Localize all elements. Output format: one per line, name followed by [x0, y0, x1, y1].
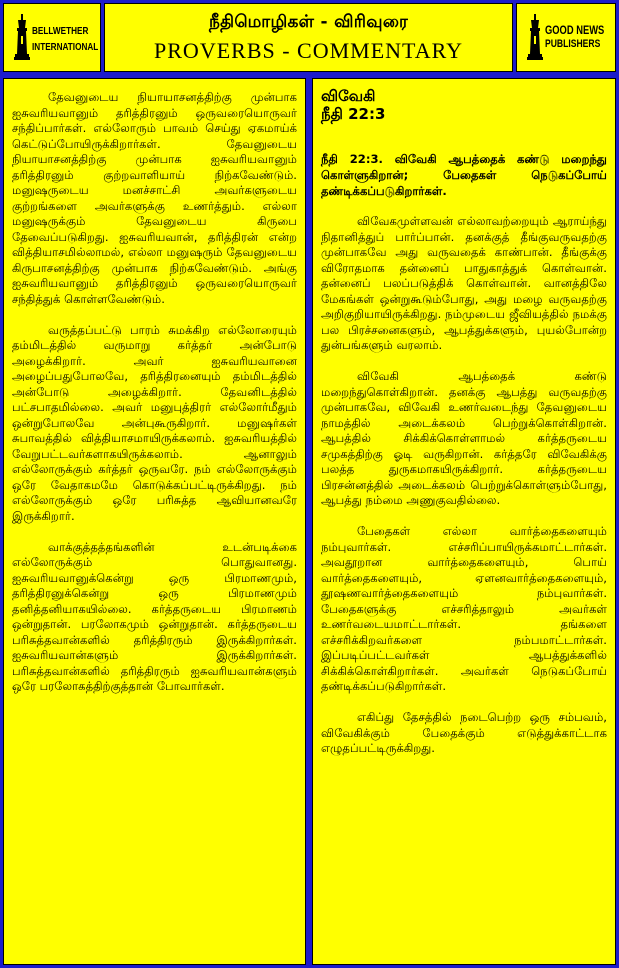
logo-right-line2: PUBLISHERS	[545, 38, 601, 50]
logo-right-line1: GOOD NEWS	[545, 23, 605, 37]
left-paragraph-3: வாக்குத்தத்தங்களின் உடன்படிக்கை எல்லோருக்கும் பொதுவானது. ஐசுவரியவானுக்கென்று ஒரு பிரமாணமும், தரித்திரனுக்கென்று ஒரு பிரமாணமும் தனித்தனியாகயில்லை. கர்த்தருடைய பிரமாணம் ஒன்றுதான். பரலோகமும் ஒன்றுதான். கர்த்தருடைய பரிசுத்தவான்களில் தரித்திரரும் இருக்கிறார்கள். ஐசுவரியவான்களும் இருக்கிறார்கள். பரிசுத்தவான்களில் தரித்திரரும் ஐசுவரியவான்களும் ஒரே பரலோகத்திற்குத்தான் போவார்கள்.	[12, 539, 297, 693]
right-paragraph-1: விவேகமுள்ளவன் எல்லாவற்றையும் ஆராய்ந்து நிதானித்துப் பார்ப்பான். தனக்குத் தீங்குவருவதற்கு முன்பாகவே அது வருவதைக் காண்பான். தீங்குக்கு விரோதமாக தன்னைப் பாதுகாத்துக் கொள்வான். தன்னைப் பலப்படுத்திக் கொள்வான். வானத்திலே மேகங்கள் ஒன்றுகூடும்போது, அது மழை வருவதற்கு அறிகுறியாயிருக்கிறது. நம்முடைய ஜீவியத்தில் நமக்கு பல பிரச்சனைகளும், ஆபத்துக்களும், புயல்போன்ற துன்பங்களும் வரலாம்.	[321, 214, 607, 352]
title-box	[104, 3, 513, 72]
scripture-reference: நீதி 22:3	[321, 105, 386, 123]
title-english: PROVERBS - COMMENTARY	[154, 37, 463, 63]
header	[3, 3, 616, 72]
right-paragraph-3: பேதைகள் எல்லா வார்த்தைகளையும் நம்புவார்கள். எச்சரிப்பாயிருக்கமாட்டார்கள். அவதூறான வார்த்தைகளையும், பொய் வார்த்தைகளையும், ஏளனவார்த்தைகளையும், தூஷணவார்த்தைகளையும் நம்புவார்கள். பேதைகளுக்கு எச்சரித்தாலும் அவர்கள் உணர்வடையமாட்டார்கள். தங்களை எச்சரிக்கிறவர்களை நம்பமாட்டார்கள். இப்படிப்பட்டவர்கள் ஆபத்துக்களில் சிக்கிக்கொள்கிறார்கள். அவர்கள் நெடுகப்போய் தண்டிக்கப்படுகிறார்கள்.	[321, 524, 607, 693]
logo-left-line2: INTERNATIONAL	[32, 41, 99, 53]
right-paragraph-4: எகிப்து தேசத்தில் நடைபெற்ற ஒரு சம்பவம், விவேகிக்கும் பேதைக்கும் எடுத்துக்காட்டாக எழுதப்பட்டிருக்கிறது.	[321, 710, 607, 755]
left-paragraph-1: தேவனுடைய நியாயாசனத்திற்கு முன்பாக ஐசுவரியவானும் தரித்திரனும் ஒருவரையொருவர் சந்திப்பார்கள். எல்லோரும் பாவம் செய்து ஏகமாய்க் கெட்டுப்போயிருக்கிறார்கள். தேவனுடைய நியாயாசனத்திற்கு முன்பாக ஐசுவரியவானும் தரித்திரனும் குற்றவாளியாய் நிற்கவேண்டும். மனுஷருடைய மனச்சாட்சி அவர்களுடைய குற்றங்களை அவர்களுக்கு உணர்த்தும். எல்லா மனுஷருக்கும் தேவனுடைய கிருபை தேவைப்படுகிறது. ஐசுவரியவான், தரித்திரன் என்ற வித்தியாசமில்லாமல், எல்லா மனுஷரும் தேவனுடைய கிருபாசனத்திற்கு முன்பாக நிற்கவேண்டும். அங்கு ஐசுவரியவானும் தரித்திரனும் ஒருவரையொருவர் சந்தித்துக் கொள்ளவேண்டும்.	[12, 90, 297, 306]
good-news-logo-text	[545, 23, 604, 51]
bellwether-logo	[3, 3, 101, 72]
title-tamil: நீதிமொழிகள் - விரிவுரை	[208, 11, 409, 32]
section-heading: விவேகி	[321, 87, 376, 105]
bellwether-logo-text	[32, 23, 98, 55]
left-paragraph-2: வருத்தப்பட்டு பாரம் சுமக்கிற எல்லோரையும் தம்மிடத்தில் வருமாறு கர்த்தர் அன்போடு அழைக்கிறார். அவர் ஐசுவரியவானை அழைப்பதுபோலவே, தரித்திரனையும் தம்மிடத்தில் அன்போடு அழைக்கிறார். தேவனிடத்தில் பட்சபாதமில்லை. அவர் மனுபுத்திரர் எல்லோர்மீதும் ஒன்றுபோலவே அன்புகூருகிறார். மனுஷர்கள் சுபாவத்தில் வித்தியாசமாயிருக்கலாம். ஐசுவரியத்தில் வேறுபட்டவர்களாகயிருக்கலாம். ஆனாலும் எல்லோருக்கும் கர்த்தர் ஒருவரே. நம் எல்லோருக்கும் ஒரே வேதாகமமே கொடுக்கப்பட்டிருக்கிறது. நம் எல்லோருக்கும் ஒரே பரிசுத்த ஆவியானவரே இருக்கிறார்.	[12, 322, 297, 523]
good-news-logo	[516, 3, 616, 72]
logo-left-line1: BELLWETHER	[32, 25, 89, 37]
left-column	[3, 78, 306, 965]
verse-text: நீதி 22:3. விவேகி ஆபத்தைக் கண்டு மறைந்து கொள்ளுகிறான்; பேதைகள் நெடுகப்போய் தண்டிக்கப்படுகிறார்கள்.	[321, 152, 607, 198]
right-column	[312, 78, 616, 965]
bell-tower-icon	[14, 14, 30, 60]
right-paragraph-2: விவேகி ஆபத்தைக் கண்டு மறைந்துகொள்கிறான். தனக்கு ஆபத்து வருவதற்கு முன்பாகவே, விவேகி உணர்வடைந்து தேவனுடைய நாமத்தில் அடைக்கலம் பெற்றுக்கொள்கிறான். ஆபத்தில் சிக்கிக்கொள்ளாமல் கர்த்தருடைய சமுகத்திற்கு ஓடி வருகிறான். கர்த்தரே விவேகிக்கு பலத்த துருகமாகயிருக்கிறார். கர்த்தருடைய பிரசன்னத்தில் அடைக்கலம் பெற்றுக்கொள்ளும்போது, ஆபத்து நம்மை அணுகுவதில்லை.	[321, 369, 607, 507]
bell-tower-icon	[527, 14, 543, 60]
